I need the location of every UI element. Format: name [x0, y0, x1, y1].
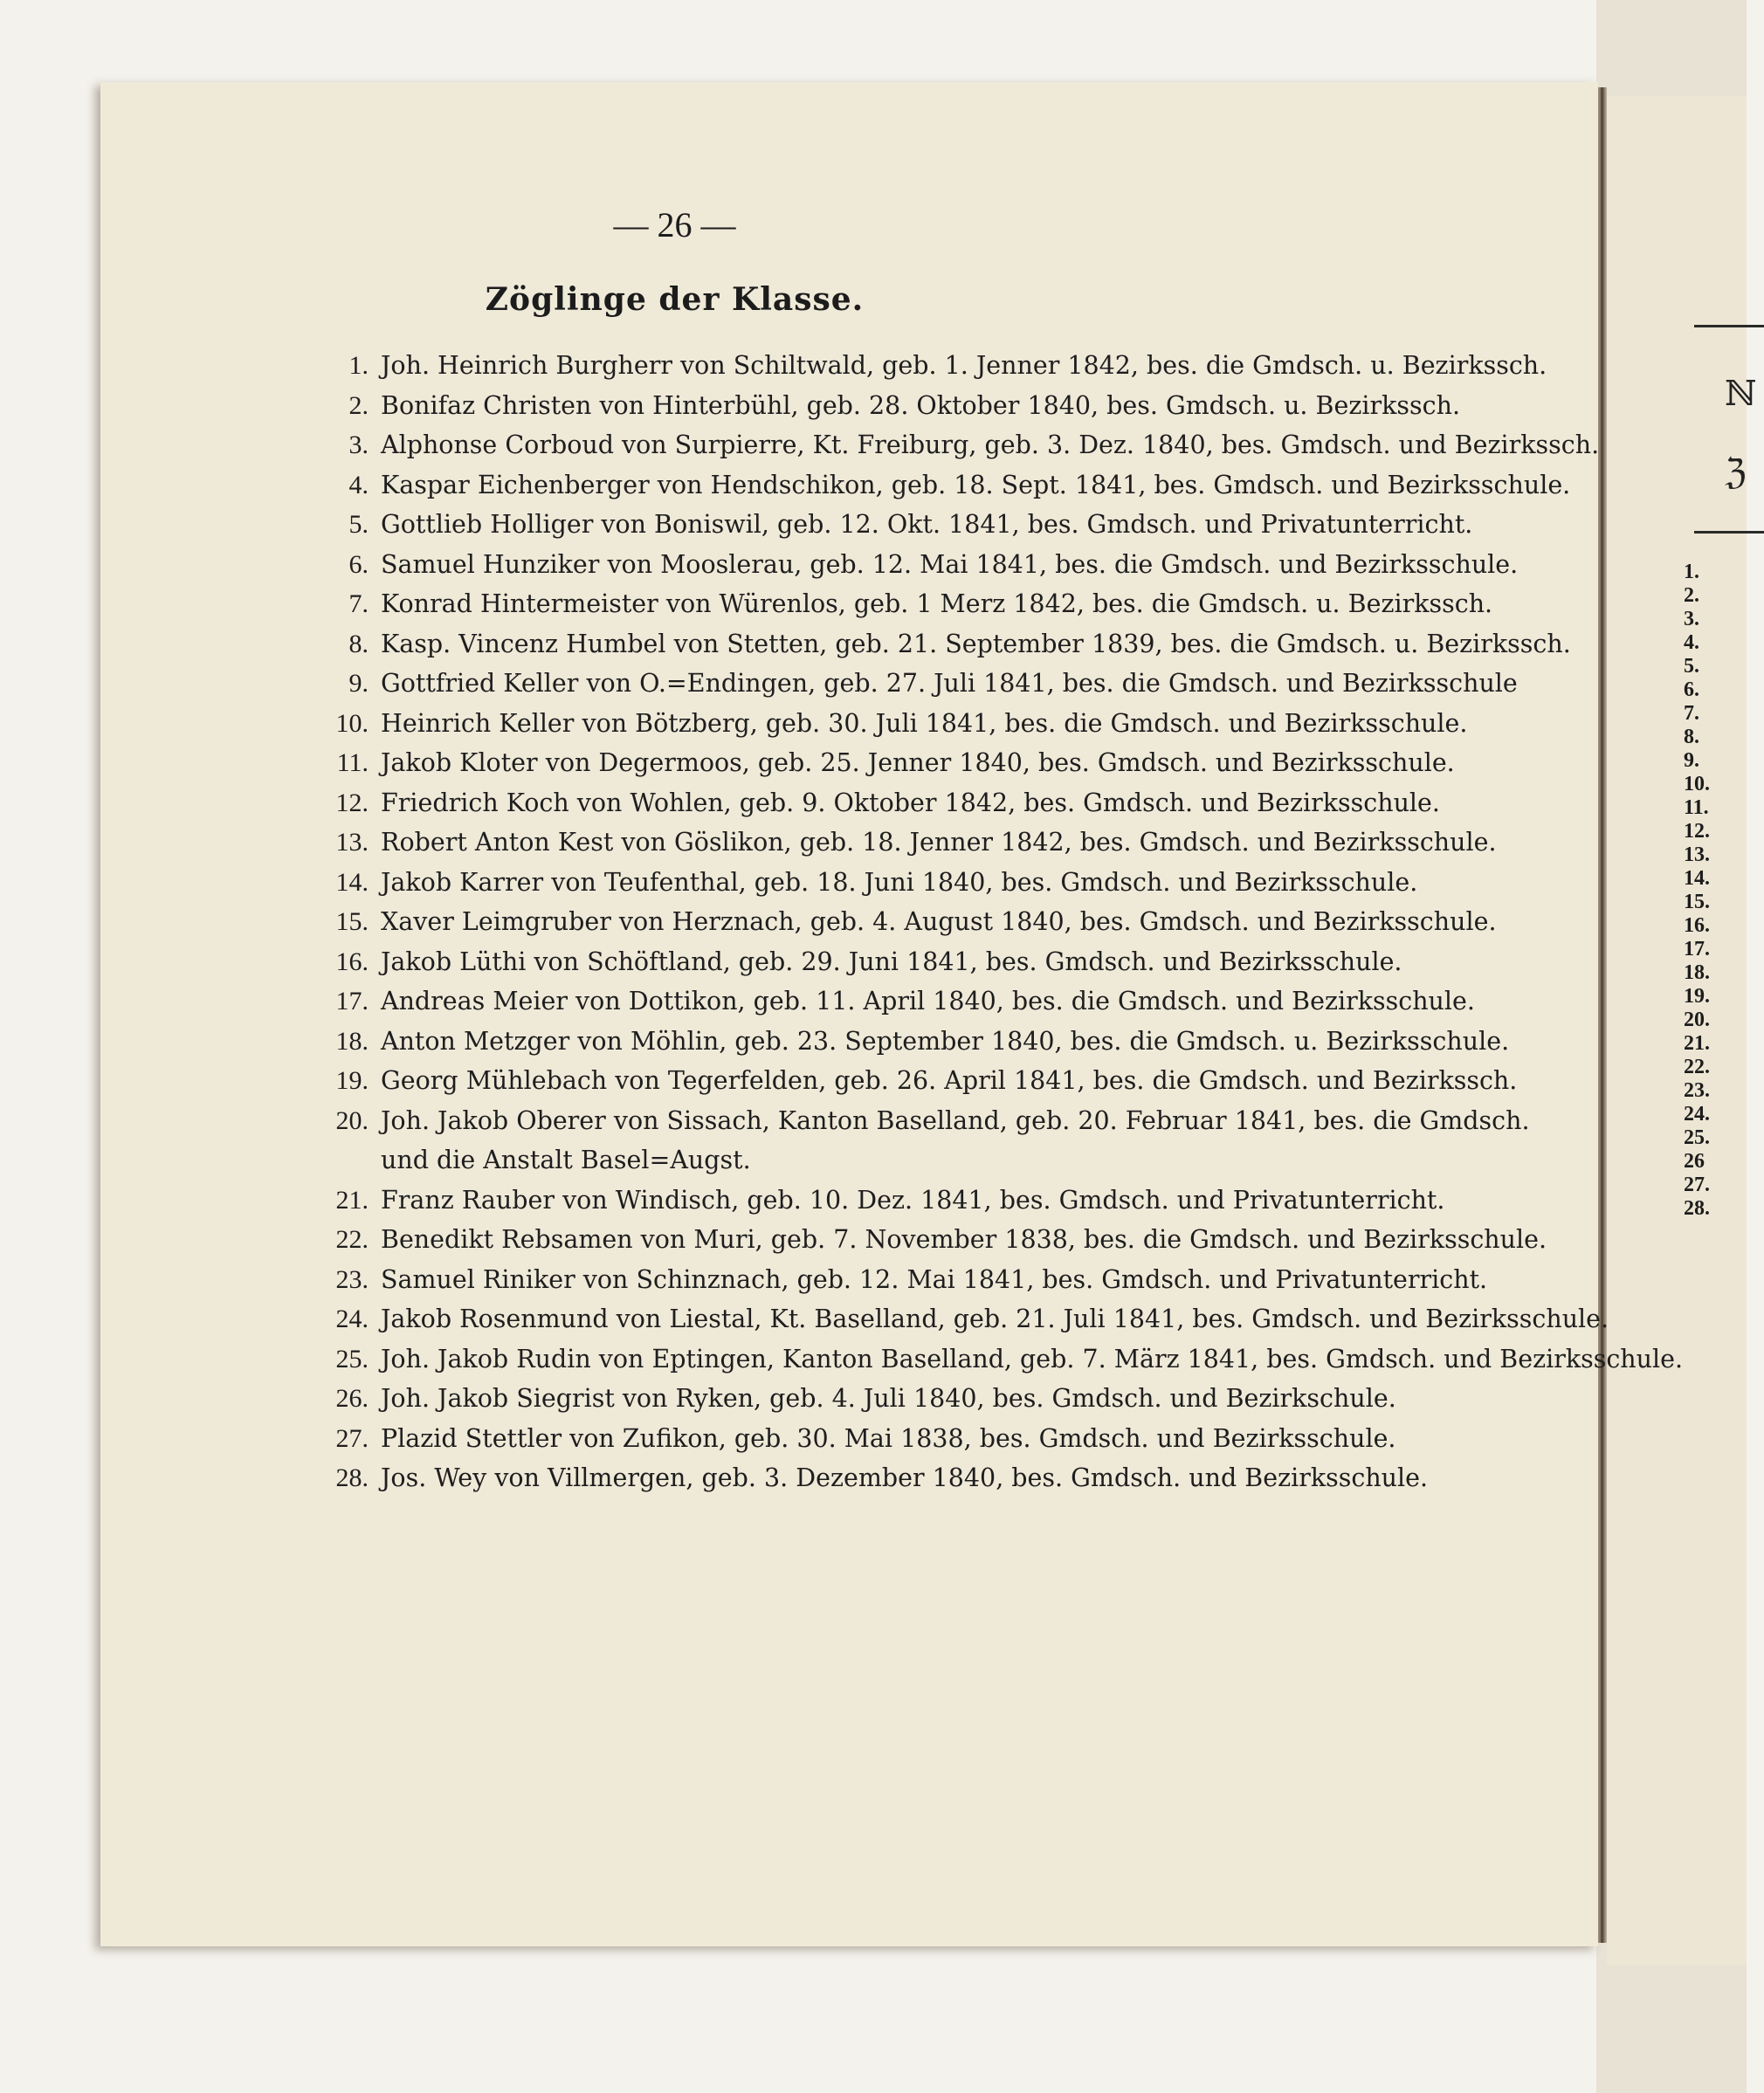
entry-number: 25.	[335, 1344, 369, 1374]
entry-number: 2.	[348, 390, 369, 420]
list-item	[323, 624, 1571, 664]
facing-page-number: 3.	[1684, 608, 1699, 630]
entry-text: Alphonse Corboud von Surpierre, Kt. Freiburg, geb. 3. Dez. 1840, bes. Gmdsch. und Bezirkssch.	[381, 430, 1600, 459]
facing-page-number: 1.	[1684, 561, 1699, 583]
list-item	[323, 981, 1546, 1022]
entry-number: 8.	[348, 629, 369, 658]
list-item	[323, 1379, 1546, 1419]
facing-page-number-list	[1684, 561, 1747, 1221]
entry-number: 20.	[335, 1105, 369, 1135]
facing-page-number: 5.	[1684, 655, 1699, 678]
entry-number: 26.	[335, 1384, 369, 1413]
facing-page-number: 9.	[1684, 749, 1699, 772]
list-item	[323, 1299, 1609, 1339]
entry-text: Joh. Jakob Siegrist von Ryken, geb. 4. Juli 1840, bes. Gmdsch. und Bezirkschule.	[381, 1384, 1396, 1413]
list-item	[323, 664, 1546, 704]
entry-text: Franz Rauber von Windisch, geb. 10. Dez. 1841, bes. Gmdsch. und Privatunterricht.	[381, 1185, 1445, 1215]
entry-text: Samuel Hunziker von Mooslerau, geb. 12. Mai 1841, bes. die Gmdsch. und Bezirksschule.	[381, 549, 1519, 579]
entry-number: 10.	[335, 708, 369, 738]
facing-page-number: 6.	[1684, 678, 1699, 701]
entry-text: Heinrich Keller von Bötzberg, geb. 30. Juli 1841, bes. die Gmdsch. und Bezirksschule.	[381, 708, 1468, 738]
list-item	[323, 584, 1546, 624]
facing-page-number: 4.	[1684, 631, 1699, 654]
entry-text: Jos. Wey von Villmergen, geb. 3. Dezember 1840, bes. Gmdsch. und Bezirksschule.	[381, 1463, 1429, 1492]
entry-number: 12.	[335, 788, 369, 817]
entry-text: Gottlieb Holliger von Boniswil, geb. 12. Okt. 1841, bes. Gmdsch. und Privatunterricht.	[381, 510, 1473, 539]
list-item	[323, 902, 1546, 942]
facing-page-rule-top	[1694, 325, 1764, 327]
entry-number: 24.	[335, 1305, 369, 1333]
entry-number: 9.	[348, 669, 369, 698]
facing-page-number: 25.	[1684, 1126, 1710, 1149]
entry-text: Anton Metzger von Möhlin, geb. 23. September 1840, bes. die Gmdsch. u. Bezirksschule.	[381, 1026, 1510, 1056]
entry-number: 5.	[348, 510, 369, 539]
list-item	[323, 783, 1546, 823]
list-item	[323, 743, 1546, 783]
list-item	[323, 386, 1546, 426]
entry-text: Friedrich Koch von Wohlen, geb. 9. Oktober 1842, bes. Gmdsch. und Bezirksschule.	[381, 788, 1440, 817]
facing-page-number: 2.	[1684, 584, 1699, 607]
list-item	[323, 1022, 1546, 1062]
entry-number: 27.	[335, 1423, 369, 1453]
facing-page-number: 18.	[1684, 961, 1710, 984]
list-item	[323, 863, 1546, 903]
page-number: — 26 —	[613, 205, 736, 244]
entry-text: Robert Anton Kest von Göslikon, geb. 18. Jenner 1842, bes. Gmdsch. und Bezirksschule.	[381, 828, 1497, 857]
entry-number: 1.	[348, 351, 369, 380]
list-item	[323, 1220, 1546, 1260]
facing-page-number: 12.	[1684, 820, 1710, 843]
facing-page-number: 17.	[1684, 938, 1710, 960]
entry-number: 18.	[335, 1026, 369, 1056]
page-heading: Zöglinge der Klasse.	[485, 281, 865, 318]
book-page	[100, 82, 1684, 1946]
entry-text: Jakob Kloter von Degermoos, geb. 25. Jenner 1840, bes. Gmdsch. und Bezirksschule.	[381, 748, 1455, 777]
entry-text: Joh. Jakob Oberer von Sissach, Kanton Baselland, geb. 20. Februar 1841, bes. die Gmdsch. und die Anstalt Basel=Augst.	[381, 1105, 1530, 1174]
entry-text: Plazid Stettler von Zufikon, geb. 30. Mai 1838, bes. Gmdsch. und Bezirksschule.	[381, 1423, 1396, 1453]
entry-text: Xaver Leimgruber von Herznach, geb. 4. August 1840, bes. Gmdsch. und Bezirksschule.	[381, 907, 1497, 936]
list-item	[323, 942, 1546, 982]
facing-page-number: 28.	[1684, 1197, 1710, 1220]
list-item	[323, 465, 1571, 506]
entry-text: Joh. Jakob Rudin von Eptingen, Kanton Baselland, geb. 7. März 1841, bes. Gmdsch. und Bezirksschule.	[381, 1344, 1684, 1374]
list-item	[323, 505, 1546, 545]
entry-text: Bonifaz Christen von Hinterbühl, geb. 28. Oktober 1840, bes. Gmdsch. u. Bezirkssch.	[381, 390, 1461, 420]
entry-text: Jakob Lüthi von Schöftland, geb. 29. Juni 1841, bes. Gmdsch. und Bezirksschule.	[381, 947, 1402, 976]
facing-page-number: 19.	[1684, 985, 1710, 1008]
facing-page-number: 24.	[1684, 1103, 1710, 1126]
entry-number: 3.	[348, 430, 369, 459]
entry-number: 22.	[335, 1225, 369, 1254]
entry-number: 6.	[348, 549, 369, 579]
facing-page-fragment-2: ℨ	[1725, 452, 1747, 492]
facing-page-number: 23.	[1684, 1079, 1710, 1102]
list-item	[323, 346, 1546, 386]
facing-page-fragment-1: ℕ	[1725, 374, 1757, 414]
entry-text: Georg Mühlebach von Tegerfelden, geb. 26. April 1841, bes. die Gmdsch. und Bezirkssch.	[381, 1066, 1518, 1095]
entry-number: 19.	[335, 1066, 369, 1095]
entry-number: 11.	[336, 748, 369, 777]
facing-page-number: 21.	[1684, 1032, 1710, 1055]
list-item	[323, 704, 1546, 744]
entry-text: Kaspar Eichenberger von Hendschikon, geb. 18. Sept. 1841, bes. Gmdsch. und Bezirksschule.	[381, 470, 1571, 499]
facing-page-number: 14.	[1684, 867, 1710, 890]
entry-number: 4.	[348, 470, 369, 499]
list-item	[323, 1458, 1546, 1498]
list-item	[323, 545, 1546, 585]
facing-page-number: 16.	[1684, 914, 1710, 937]
entry-text: Jakob Karrer von Teufenthal, geb. 18. Juni 1840, bes. Gmdsch. und Bezirksschule.	[381, 867, 1418, 897]
entry-text: Benedikt Rebsamen von Muri, geb. 7. November 1838, bes. die Gmdsch. und Bezirksschule.	[381, 1225, 1547, 1254]
list-item	[323, 823, 1546, 863]
entry-number: 15.	[335, 907, 369, 936]
entry-text: Kasp. Vincenz Humbel von Stetten, geb. 21. September 1839, bes. die Gmdsch. u. Bezirkssch.	[381, 629, 1571, 658]
entry-text: Konrad Hintermeister von Würenlos, geb. 1 Merz 1842, bes. die Gmdsch. u. Bezirkssch.	[381, 589, 1493, 618]
facing-page-number: 7.	[1684, 702, 1699, 725]
entry-text: Gottfried Keller von O.=Endingen, geb. 27. Juli 1841, bes. die Gmdsch. und Bezirksschule	[381, 669, 1518, 698]
list-item	[323, 1339, 1684, 1380]
facing-page-number: 15.	[1684, 891, 1710, 913]
facing-page-number: 13.	[1684, 843, 1710, 866]
list-item	[323, 1419, 1546, 1459]
entry-number: 13.	[335, 828, 369, 857]
student-list	[323, 346, 1684, 1498]
entry-text: Jakob Rosenmund von Liestal, Kt. Baselland, geb. 21. Juli 1841, bes. Gmdsch. und Bezirksschule.	[381, 1305, 1609, 1333]
entry-text: Joh. Heinrich Burgherr von Schiltwald, geb. 1. Jenner 1842, bes. die Gmdsch. u. Bezirkssch.	[381, 351, 1547, 380]
list-item	[323, 1260, 1546, 1300]
entry-number: 7.	[348, 589, 369, 618]
list-item	[323, 1181, 1546, 1221]
entry-number: 16.	[335, 947, 369, 976]
facing-page-number: 26	[1684, 1150, 1705, 1173]
facing-page-number: 8.	[1684, 726, 1699, 748]
list-item	[323, 1061, 1546, 1101]
entry-number: 14.	[335, 867, 369, 897]
entry-number: 17.	[335, 987, 369, 1016]
entry-number: 21.	[335, 1185, 369, 1215]
facing-page-number: 10.	[1684, 773, 1710, 795]
facing-page	[1607, 96, 1757, 1965]
entry-text: Samuel Riniker von Schinznach, geb. 12. Mai 1841, bes. Gmdsch. und Privatunterricht.	[381, 1264, 1488, 1294]
entry-text: Andreas Meier von Dottikon, geb. 11. April 1840, bes. die Gmdsch. und Bezirksschule.	[381, 987, 1475, 1016]
facing-page-rule-bottom	[1694, 531, 1764, 534]
entry-number: 28.	[335, 1463, 369, 1492]
list-item	[323, 425, 1600, 465]
facing-page-number: 20.	[1684, 1009, 1710, 1031]
entry-number: 23.	[335, 1264, 369, 1294]
facing-page-number: 22.	[1684, 1056, 1710, 1078]
facing-page-number: 27.	[1684, 1174, 1710, 1196]
list-item	[323, 1101, 1546, 1181]
facing-page-number: 11.	[1684, 796, 1709, 819]
